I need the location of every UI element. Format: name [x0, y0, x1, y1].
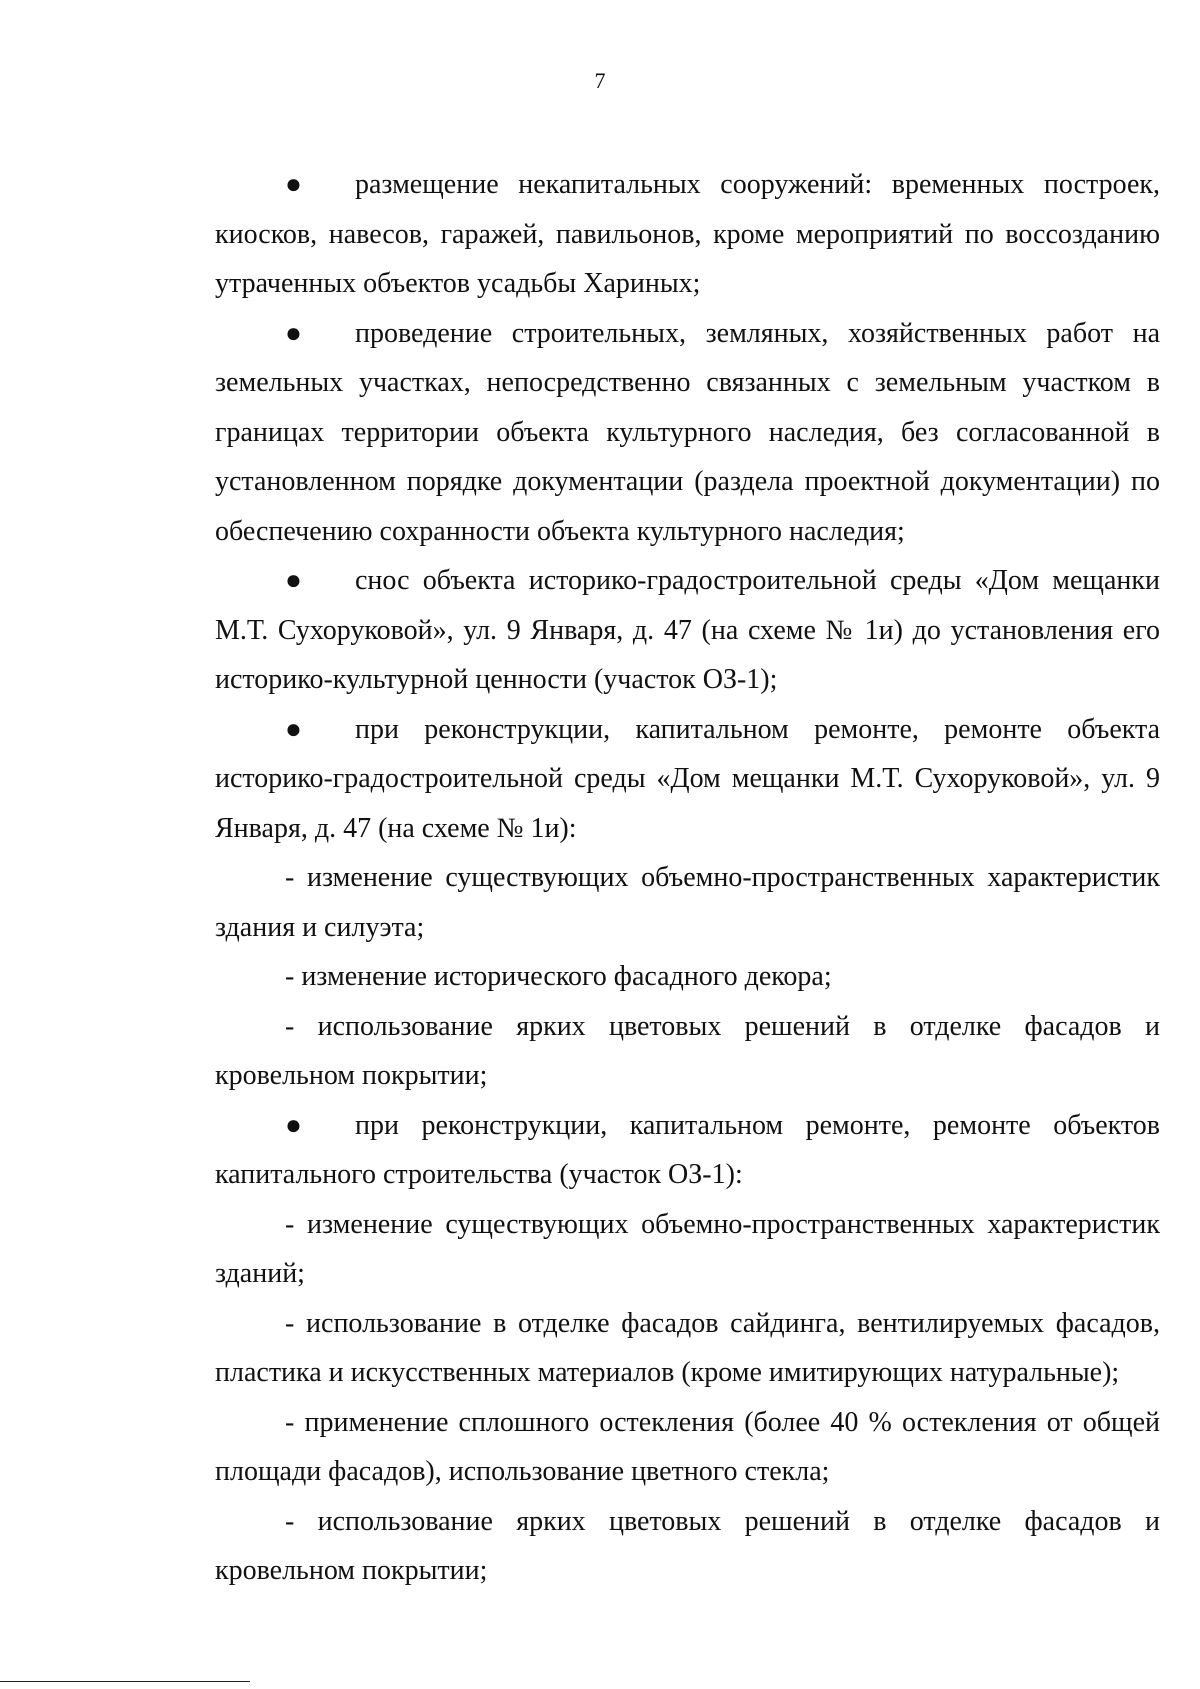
footnote-separator: [0, 1681, 250, 1682]
bullet-icon: ●: [285, 565, 302, 596]
bullet-icon: ●: [285, 713, 302, 745]
list-item-text: проведение строительных, земляных, хозяйственных работ на земельных участках, непосредственно связанных с земельным участком в границах территории объекта культурного наследия, без согласованной в установленном порядке документации (раздела проектной документации) по обеспечению сохранности объекта культурного наследия;: [215, 317, 1160, 547]
list-item: [215, 705, 1160, 854]
list-item-text: при реконструкции, капитальном ремонте, ремонте объекта историко-градостроительной среды «Дом мещанки М.Т. Сухоруковой», ул. 9 Января, д. 47 (на схеме № 1и):: [215, 713, 1160, 844]
sub-item: - использование ярких цветовых решений в отделке фасадов и кровельном покрытии;: [215, 1010, 1160, 1091]
list-item-text: размещение некапитальных сооружений: временных построек, киосков, навесов, гаражей, павильонов, кроме мероприятий по воссозданию утраченных объектов усадьбы Хариных;: [215, 169, 1160, 299]
list-item: [215, 1101, 1160, 1200]
list-item-text: при реконструкции, капитальном ремонте, ремонте объектов капитального строительства (участок ОЗ-1):: [215, 1109, 1160, 1190]
list-item: [215, 309, 1160, 557]
bullet-icon: ●: [285, 1109, 302, 1141]
sub-item: - применение сплошного остекления (более 40 % остекления от общей площади фасадов), использование цветного стекла;: [215, 1406, 1160, 1487]
list-item: [215, 556, 1160, 705]
list-item-text: снос объекта историко-градостроительной среды «Дом мещанки М.Т. Сухоруковой», ул. 9 Января, д. 47 (на схеме № 1и) до установления его историко-культурной ценности (участок ОЗ-1);: [215, 565, 1160, 695]
sub-item: - изменение существующих объемно-пространственных характеристик зданий;: [215, 1208, 1160, 1289]
sub-item: - изменение исторического фасадного декора;: [285, 961, 832, 992]
bullet-icon: ●: [285, 317, 302, 349]
sub-item: - использование в отделке фасадов сайдинга, вентилируемых фасадов, пластика и искусственных материалов (кроме имитирующих натуральные);: [215, 1307, 1160, 1388]
bullet-icon: ●: [285, 169, 302, 200]
sub-item: - изменение существующих объемно-пространственных характеристик здания и силуэта;: [215, 862, 1160, 943]
page-number: 7: [594, 68, 606, 93]
list-item: [215, 160, 1160, 309]
document-body: [215, 160, 1160, 1596]
sub-item: - использование ярких цветовых решений в отделке фасадов и кровельном покрытии;: [215, 1505, 1160, 1586]
